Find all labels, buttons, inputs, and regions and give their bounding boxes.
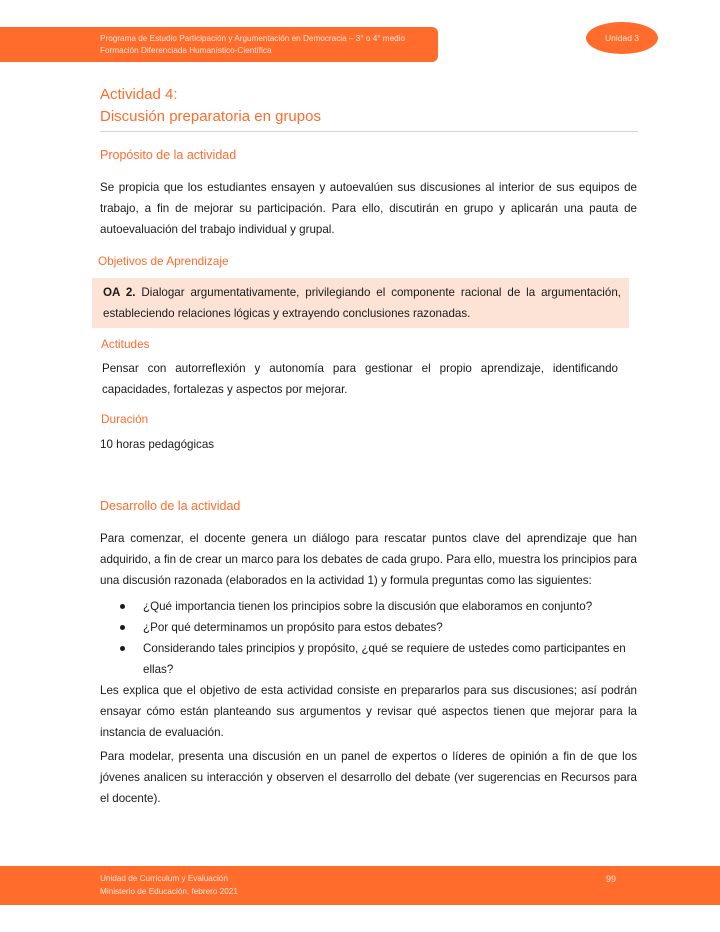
unit-badge: Unidad 3 (586, 22, 658, 54)
purpose-heading: Propósito de la actividad (100, 148, 237, 162)
header-bar (0, 27, 438, 62)
objective-text (103, 282, 621, 324)
list-item: ¿Por qué determinamos un propósito para estos debates? (100, 617, 637, 638)
objective-box (92, 278, 629, 328)
objective-code: OA 2. (103, 286, 136, 299)
attitudes-heading: Actitudes (101, 337, 150, 351)
bullet-icon (120, 646, 125, 651)
question-list (100, 596, 637, 680)
development-paragraph-3: Para modelar, presenta una discusión en un panel de expertos o líderes de opinión a fin de que los jóvenes analicen su interacción y observen el desarrollo del debate (ver sugerencias en Recursos para el docente). (100, 750, 637, 805)
footer-ministry: Ministerio de Educación, febrero 2021 (100, 887, 238, 896)
list-item: Considerando tales principios y propósito, ¿qué se requiere de ustedes como participantes en ellas? (100, 638, 637, 680)
footer-bar (0, 866, 720, 905)
bullet-icon (120, 604, 125, 609)
bullet-icon (120, 625, 125, 630)
development-paragraph-2: Les explica que el objetivo de esta actividad consiste en prepararlos para sus discusiones; así podrán ensayar cómo están planteando sus argumentos y revisar qué aspectos tienen que mejorar para la instancia de evaluación. (100, 684, 637, 739)
title-divider (100, 131, 638, 132)
objective-description: Dialogar argumentativamente, privilegiando el componente racional de la argumentación, estableciendo relaciones lógicas y extrayendo conclusiones razonadas. (103, 286, 621, 320)
activity-number: Actividad 4: (100, 86, 178, 103)
development-heading: Desarrollo de la actividad (100, 499, 241, 513)
duration-text: 10 horas pedagógicas (100, 438, 215, 451)
attitudes-text: Pensar con autorreflexión y autonomía para gestionar el propio aprendizaje, identificando capacidades, fortalezas y aspectos por mejorar. (102, 362, 618, 396)
footer-unit: Unidad de Curriculum y Evaluación (100, 874, 228, 883)
purpose-text: Se propicia que los estudiantes ensayen y autoevalúen sus discusiones al interior de sus equipos de trabajo, a fin de mejorar su participación. Para ello, discutirán en grupo y aplicarán una pauta de autoevaluación del trabajo individual y grupal. (100, 181, 637, 236)
activity-title: Discusión preparatoria en grupos (100, 108, 321, 125)
list-item: ¿Qué importancia tienen los principios sobre la discusión que elaboramos en conjunto? (100, 596, 637, 617)
duration-heading: Duración (101, 412, 149, 426)
development-intro: Para comenzar, el docente genera un diálogo para rescatar puntos clave del aprendizaje que han adquirido, a fin de crear un marco para los debates de cada grupo. Para ello, muestra los principios para una discusión razonada (elaborados en la actividad 1) y formula preguntas como las siguientes: (100, 532, 637, 587)
page-number: 99 (606, 874, 617, 884)
objectives-heading: Objetivos de Aprendizaje (98, 254, 229, 268)
track-title: Formación Diferenciada Humanístico-Científica (100, 46, 272, 55)
program-title: Programa de Estudio Participación y Argumentación en Democracia – 3° o 4° medio (100, 34, 406, 43)
